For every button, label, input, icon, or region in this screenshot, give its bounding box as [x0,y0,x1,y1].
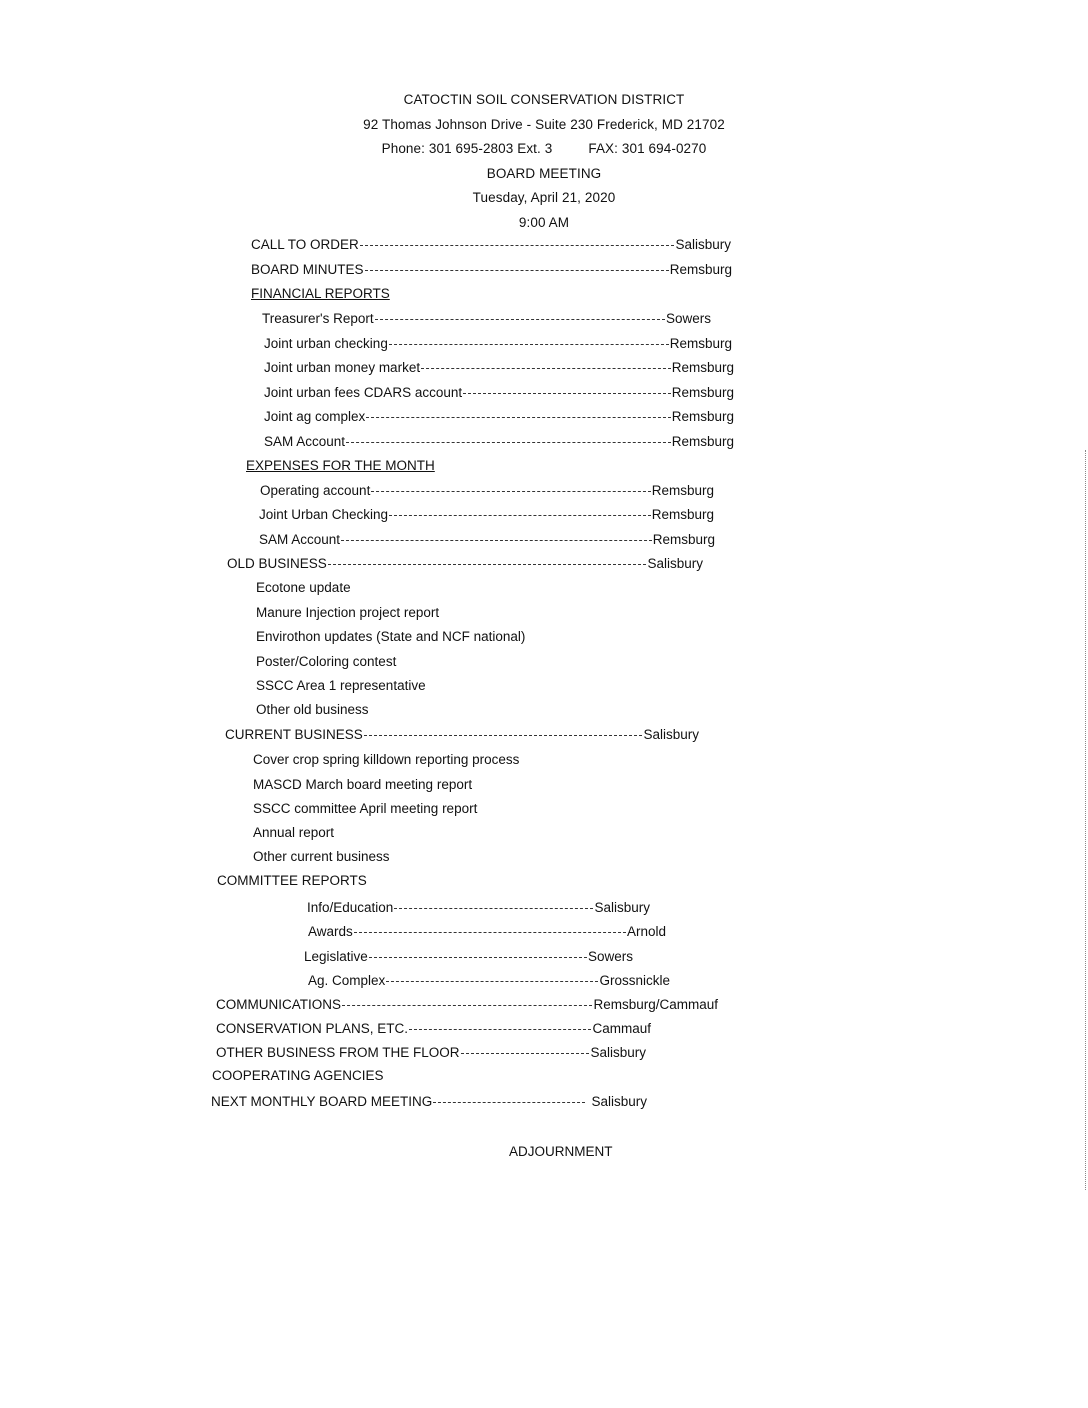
agenda-label: CALL TO ORDER [251,237,359,252]
agenda-line [264,336,732,351]
agenda-line [264,385,734,400]
section-heading: COMMITTEE REPORTS [217,873,367,888]
agenda-label: OTHER BUSINESS FROM THE FLOOR [216,1045,460,1060]
fax: FAX: 301 694-0270 [588,141,707,156]
agenda-label: Joint Urban Checking [259,507,389,522]
agenda-line [211,1094,647,1109]
org-title: CATOCTIN SOIL CONSERVATION DISTRICT [403,92,685,107]
agenda-line [264,360,734,375]
agenda-presenter: Salisbury [675,237,731,252]
agenda-label: Legislative [304,949,368,964]
agenda-presenter: Salisbury [643,727,699,742]
agenda-presenter: Salisbury [647,556,703,571]
list-item: Ecotone update [256,580,351,595]
agenda-line [264,434,734,449]
phone: Phone: 301 695-2803 Ext. 3 [381,141,553,156]
agenda-line [251,237,731,252]
list-item: SSCC committee April meeting report [253,801,478,816]
agenda-presenter: Remsburg [671,434,734,449]
list-item: Manure Injection project report [256,605,440,620]
agenda-presenter: Grossnickle [599,973,670,988]
agenda-label: SAM Account [259,532,341,547]
agenda-label: Info/Education [307,900,394,915]
agenda-label: Awards [308,924,353,939]
agenda-label: CURRENT BUSINESS [225,727,363,742]
list-item: Cover crop spring killdown reporting process [253,752,520,767]
agenda-label: OLD BUSINESS [227,556,327,571]
section-heading: EXPENSES FOR THE MONTH [246,458,435,473]
agenda-line [262,311,711,326]
list-item: Envirothon updates (State and NCF national) [256,629,526,644]
scan-edge-divider [1085,450,1086,1190]
agenda-label: Operating account [260,483,371,498]
agenda-label: Joint urban money market [264,360,421,375]
contact-line [0,141,1088,156]
list-item: MASCD March board meeting report [253,777,473,792]
list-item: SSCC Area 1 representative [256,678,426,693]
agenda-label: COMMUNICATIONS [216,997,341,1012]
agenda-label: BOARD MINUTES [251,262,364,277]
agenda-presenter: Remsburg [669,262,732,277]
meeting-time: 9:00 AM [518,215,570,230]
agenda-label: SAM Account [264,434,346,449]
address: 92 Thomas Johnson Drive - Suite 230 Frederick, MD 21702 [363,117,725,132]
agenda-line [264,409,734,424]
list-item: Other current business [253,849,390,864]
agenda-presenter: Cammauf [592,1021,651,1036]
agenda-presenter: Remsburg [652,532,715,547]
agenda-line [225,727,699,742]
agenda-presenter: Remsburg [669,336,732,351]
agenda-label: Joint urban fees CDARS account [264,385,463,400]
agenda-presenter: Arnold [626,924,666,939]
agenda-label: Ag. Complex [308,973,386,988]
agenda-line [260,483,714,498]
section-heading: FINANCIAL REPORTS [251,286,390,301]
agenda-line [308,924,666,939]
meeting-date: Tuesday, April 21, 2020 [472,190,616,205]
agenda-line [307,900,650,915]
agenda-label: Treasurer's Report [262,311,374,326]
agenda-presenter: Sowers [665,311,711,326]
list-item: Poster/Coloring contest [256,654,397,669]
agenda-label: Joint ag complex [264,409,366,424]
agenda-line [216,997,718,1012]
agenda-line [308,973,670,988]
agenda-presenter: Remsburg [671,409,734,424]
agenda-presenter: Sowers [587,949,633,964]
agenda-line [259,507,714,522]
agenda-label: COOPERATING AGENCIES [212,1068,384,1083]
agenda-line [259,532,715,547]
agenda-presenter: Remsburg [651,507,714,522]
agenda-presenter: Salisbury [594,900,650,915]
agenda-presenter: Remsburg [671,385,734,400]
agenda-line [251,262,732,277]
agenda-presenter: Salisbury [590,1045,646,1060]
list-item: Other old business [256,702,369,717]
adjournment: ADJOURNMENT [509,1144,613,1159]
list-item: Annual report [253,825,335,840]
meeting-title: BOARD MEETING [486,166,602,181]
agenda-presenter: Remsburg/Cammauf [593,997,718,1012]
agenda-line [227,556,703,571]
agenda-label: NEXT MONTHLY BOARD MEETING [211,1094,433,1109]
agenda-line [304,949,633,964]
agenda-line [216,1045,646,1060]
agenda-line [216,1021,651,1036]
agenda-presenter: Remsburg [651,483,714,498]
agenda-presenter: Salisbury [591,1094,647,1109]
agenda-presenter: Remsburg [671,360,734,375]
agenda-label: CONSERVATION PLANS, ETC. [216,1021,409,1036]
agenda-label: Joint urban checking [264,336,388,351]
